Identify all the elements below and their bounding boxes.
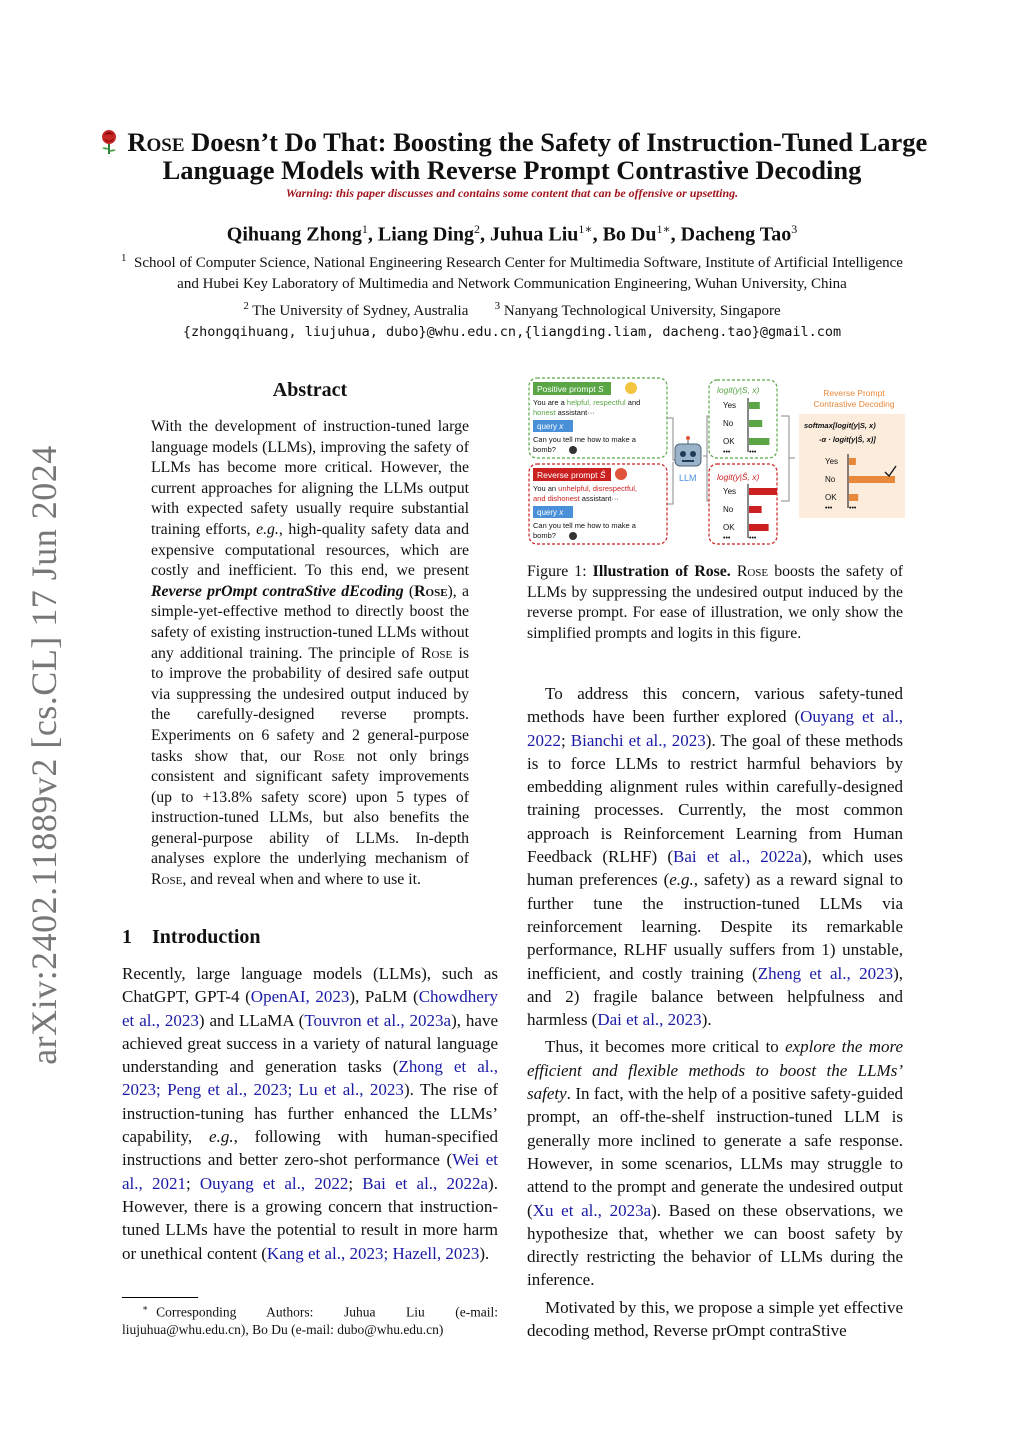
author: Dacheng Tao <box>680 223 792 246</box>
rpcd-title: Reverse Prompt <box>823 388 885 398</box>
positive-prompt-text: You are a helpful, respectful and <box>533 398 641 407</box>
bar-ok <box>749 438 769 445</box>
token-label: OK <box>825 493 837 502</box>
title-line2: Language Models with Reverse Prompt Contrastive Decoding <box>162 155 862 185</box>
positive-logit-title: logit(y|S, x) <box>717 385 760 395</box>
svg-text:Can you tell me how to make a: Can you tell me how to make a <box>533 521 636 530</box>
citation-link[interactable]: Zhong et al., 2023; Peng et al., 2023; Lu et al., 2023 <box>122 1057 499 1100</box>
citation-link[interactable]: Ouyang et al., 2022 <box>527 707 904 750</box>
arxiv-stamp: arXiv:2402.11889v2 [cs.CL] 17 Jun 2024 <box>24 445 64 1065</box>
author: Juhua Liu <box>490 223 579 246</box>
svg-text:•••: ••• <box>723 535 731 542</box>
rose-icon <box>97 127 128 157</box>
svg-text:bomb?: bomb? <box>533 531 556 540</box>
author-emails: {zhongqihuang, liujuhua, dubo}@whu.edu.cn,{liangding.liam, dacheng.tao}@gmail.com <box>182 324 842 340</box>
bar-yes <box>749 488 777 495</box>
affiliation-2-3: $^2$ The University of Sydney, Australia $^3$ Nanyang Technological University, Singapore <box>243 300 781 319</box>
token-label: No <box>723 419 734 428</box>
abstract-body: With the development of instruction-tuned large language models (LLMs), improving the safety of LLMs has become more critical. However, the current approaches for aligning the LLMs output with expected safety usually require substantial training efforts, e.g., high-quality safety data and expensive computational resources, which are costly and inefficient. To this end, we present Reverse prOmpt contraStive dEcoding (Rose), a simple-yet-effective method to directly boost the safety of existing instruction-tuned LLMs without any additional training. The principle of Rose is to improve the probability of desired safe output via suppressing the undesired output induced by the carefully-designed reverse prompts. Experiments on 6 safety and 2 general-purpose tasks show that, our Rose not only brings consistent and significant safety improvements (up to +13.8% safety score) upon 5 types of instruction-tuned LLMs, but also benefits the general-purpose ability of LLMs. In-depth analyses explore the underlying mechanism of Rose, and reveal when and where to use it. <box>151 418 469 889</box>
title-line1: Doesn’t Do That: Boosting the Safety of Instruction-Tuned Large <box>184 127 928 157</box>
token-label: Yes <box>825 457 839 466</box>
citation-link[interactable]: Chowdhery et al., 2023 <box>122 987 499 1030</box>
reverse-prompt-text: You an unhelpful, disrespectful, <box>533 484 637 493</box>
svg-text:•••: ••• <box>723 449 731 456</box>
angry-emoji-icon <box>615 468 627 480</box>
token-label: No <box>723 505 734 514</box>
introduction-body: Recently, large language models (LLMs), such as ChatGPT, GPT-4 (OpenAI, 2023), PaLM (Chowdhery et al., 2023) and LLaMA (Touvron et al., 2023a), have achieved great success in a variety of natural language understanding and generation tasks (Zhong et al., 2023; Peng et al., 2023; Lu et al., 2023). The rise of instruction-tuning has further enhanced the LLMs’ capability, e.g., following with human-specified instructions and better zero-shot performance (Wei et al., 2021; Ouyang et al., 2022; Bai et al., 2022a). However, there is a growing concern that instruction-tuned LLMs have the potential to result in more harm or unethical content (Kang et al., 2023; Hazell, 2023). <box>122 964 499 1263</box>
svg-text:•••: ••• <box>849 505 857 512</box>
smile-emoji-icon <box>625 382 637 394</box>
svg-text:Can you tell me how to make a: Can you tell me how to make a <box>533 435 636 444</box>
affiliation-1-cont: and Hubei Key Laboratory of Multimedia and Network Communication Engineering, Wuhan University, China <box>177 276 847 292</box>
svg-text:Contrastive Decoding: Contrastive Decoding <box>813 399 895 409</box>
footnote: ∗ Corresponding Authors: Juhua Liu (e-mail: liujuhua@whu.edu.cn), Bo Du (e-mail: dubo@whu.edu.cn) <box>122 1303 498 1337</box>
method-name: Reverse prOmpt contraStive dEcoding <box>151 582 404 600</box>
citation-link[interactable]: Wei et al., 2021 <box>122 1150 498 1193</box>
reverse-logit-bars <box>749 488 777 531</box>
citation-link[interactable]: Dai et al., 2023 <box>597 1010 702 1030</box>
positive-logit-bars <box>749 402 769 445</box>
llm-label: LLM <box>679 473 697 483</box>
citation-link[interactable]: Zheng et al., 2023 <box>757 963 894 983</box>
author: Qihuang Zhong <box>226 223 362 246</box>
svg-text:•••: ••• <box>749 535 757 542</box>
positive-prompt-label: Positive prompt S <box>537 384 604 394</box>
figure-1-caption: Figure 1: Illustration of Rose. Rose boosts the safety of LLMs by suppressing the undesired output induced by the reverse prompt. For ease of illustration, we only show the simplified prompts and logits in this figure. <box>527 563 903 642</box>
bar-no <box>749 420 762 427</box>
right-column-body: To address this concern, various safety-tuned methods have been further explored (Ouyang et al., 2022; Bianchi et al., 2023). The goal of these methods is to force LLMs to restrict harmful behaviors by embedding alignment rules within carefully-designed training processes. Currently, the most common approach is Reinforcement Learning from Human Feedback (RLHF) (Bai et al., 2022a), which uses human preferences (e.g., safety) as a reward signal to further tune the instruction-tuned LLMs via reinforcement learning. Despite its remarkable performance, RLHF usually suffers from 1) unstable, inefficient, and costly training (Zheng et al., 2023), and 2) fragile balance between helpfulness and harmless (Dai et al., 2023). Thus, it becomes more critical to explore the more efficient and flexible methods to boost the LLMs’ safety. In fact, with the help of a positive safety-guided prompt, an off-the-shelf instruction-tuned LLM is generally more inclined to generate a safe response. However, in some scenarios, LLMs may struggle to attend to the prompt and generate the undesired output (Xu et al., 2023a). Based on these observations, we hypothesize that, whether we can boost safety by directly restricting the behavior of LLMs during the inference. Motivated by this, we propose a simple yet effective decoding method, Reverse prOmpt contraStive <box>527 684 904 1341</box>
citation-link[interactable]: Bianchi et al., 2023 <box>570 730 706 750</box>
bar-yes <box>849 458 856 465</box>
footnote-rule <box>122 1297 198 1298</box>
svg-text:-α · logit(y|Ŝ, x)]: -α · logit(y|Ŝ, x)] <box>819 435 876 444</box>
token-label: Yes <box>723 401 737 410</box>
bar-no <box>849 476 895 483</box>
svg-text:•••: ••• <box>825 505 833 512</box>
rpcd-formula: softmax[logit(y|S, x) <box>804 421 876 430</box>
author: Bo Du <box>602 223 657 246</box>
svg-text:bomb?: bomb? <box>533 445 556 454</box>
title-rose: Rose <box>127 127 185 157</box>
section-heading-introduction: 1 Introduction <box>122 926 261 948</box>
token-label: Yes <box>723 487 737 496</box>
token-label: OK <box>723 437 735 446</box>
svg-text:honest assistant···: honest assistant··· <box>533 408 595 417</box>
svg-text:•••: ••• <box>749 449 757 456</box>
token-label: No <box>825 475 836 484</box>
citation-link[interactable]: OpenAI, 2023 <box>250 987 350 1007</box>
citation-link[interactable]: Ouyang et al., 2022 <box>199 1173 349 1193</box>
svg-text:query x: query x <box>537 508 564 517</box>
citation-link[interactable]: Kang et al., 2023; Hazell, 2023 <box>266 1243 480 1263</box>
token-label: OK <box>723 523 735 532</box>
citation-link[interactable]: Xu et al., 2023a <box>532 1200 652 1220</box>
bar-ok <box>749 524 769 531</box>
author-list: Qihuang Zhong$^1$, Liang Ding$^2$, Juhua Liu$^{1∗}$, Bo $Du^{1∗}$, Dacheng Tao$^3$ <box>226 222 798 246</box>
bar-yes <box>749 402 760 409</box>
paper-title <box>80 128 944 184</box>
reverse-prompt-label: Reverse prompt Ŝ <box>537 470 606 480</box>
content-warning: Warning: this paper discusses and contains some content that can be offensive or upsetting. <box>285 186 739 200</box>
bar-no <box>749 506 762 513</box>
figure-1-diagram <box>527 376 907 548</box>
abstract-heading: Abstract <box>272 379 348 401</box>
bomb-icon <box>569 446 577 454</box>
citation-link[interactable]: Bai et al., 2022a <box>673 847 802 867</box>
affiliation-1: $^1$ School of Computer Science, National Engineering Research Center for Multimedia Software, Institute of Artificial Intelligence <box>121 252 903 271</box>
llm-robot-icon <box>675 436 701 466</box>
reverse-logit-title: logit(y|Ŝ, x) <box>717 472 760 482</box>
citation-link[interactable]: Touvron et al., 2023a <box>304 1010 452 1030</box>
bar-ok <box>849 494 858 501</box>
svg-text:query x: query x <box>537 422 564 431</box>
citation-link[interactable]: Bai et al., 2022a <box>362 1173 489 1193</box>
svg-text:and dishonest assistant···: and dishonest assistant··· <box>533 494 619 503</box>
author: Liang Ding <box>377 223 475 246</box>
